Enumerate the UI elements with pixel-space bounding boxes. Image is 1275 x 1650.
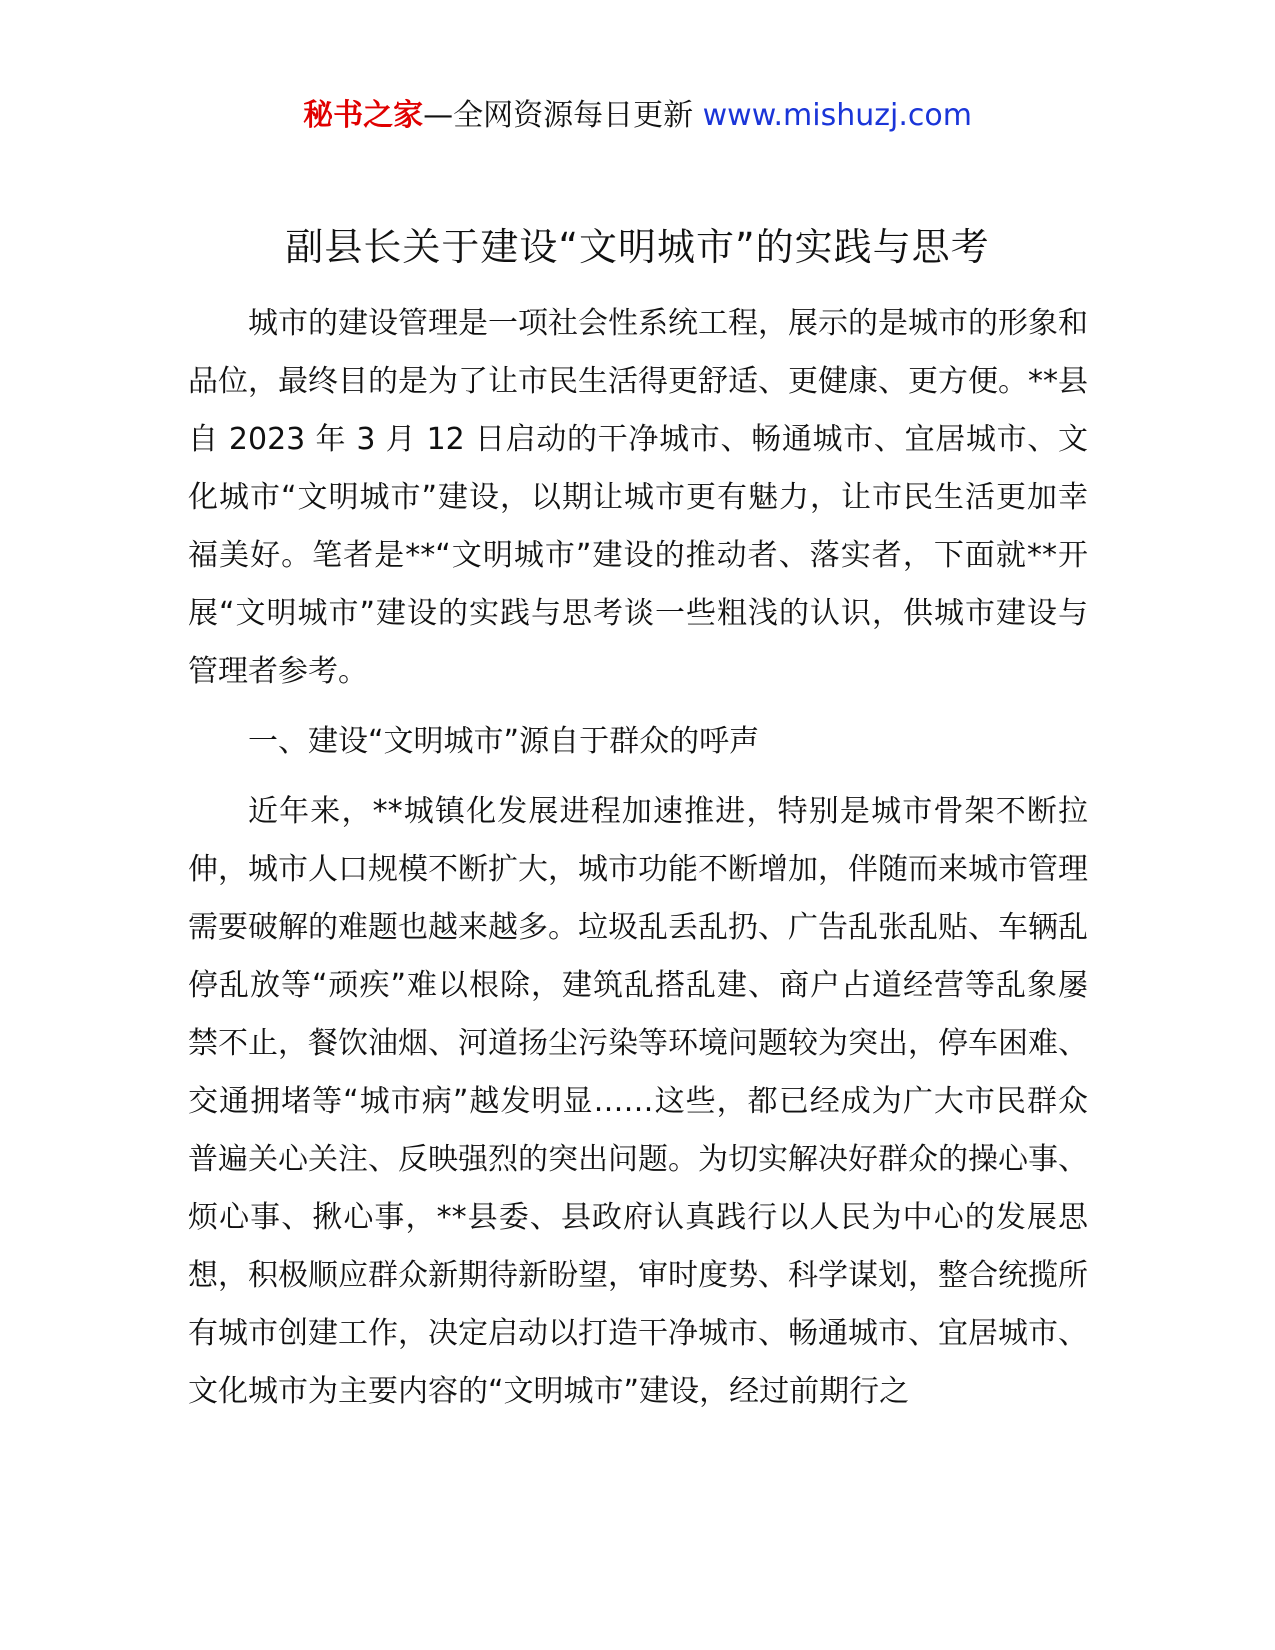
document-title: 副县长关于建设“文明城市”的实践与思考 [285,225,990,269]
paragraph-intro: 城市的建设管理是一项社会性系统工程，展示的是城市的形象和品位，最终目的是为了让市民生活得更舒适、更健康、更方便。**县自 2023 年 3 月 12 日启动的干净城市、畅通城市、宜居城市、文化城市“文明城市”建设，以期让城市更有魅力，让市民生活更加幸福美好。笔者是**“文明城市”建设的推动者、落实者，下面就**开展“文明城市”建设的实践与思考谈一些粗浅的认识，供城市建设与管理者参考。 [188,306,1088,689]
header-slogan: —全网资源每日更新 [423,98,694,133]
paragraph-section-1: 近年来，**城镇化发展进程加速推进，特别是城市骨架不断拉伸，城市人口规模不断扩大，城市功能不断增加，伴随而来城市管理需要破解的难题也越来越多。垃圾乱丢乱扔、广告乱张乱贴、车辆乱停乱放等“顽疾”难以根除，建筑乱搭乱建、商户占道经营等乱象屡禁不止，餐饮油烟、河道扬尘污染等环境问题较为突出，停车困难、交通拥堵等“城市病”越发明显……这些，都已经成为广大市民群众普遍关心关注、反映强烈的突出问题。为切实解决好群众的操心事、烦心事、揪心事，**县委、县政府认真践行以人民为中心的发展思想，积极顺应群众新期待新盼望，审时度势、科学谋划，整合统揽所有城市创建工作，决定启动以打造干净城市、畅通城市、宜居城市、文化城市为主要内容的“文明城市”建设，经过前期行之 [188,794,1088,1409]
section-heading-1: 一、建设“文明城市”源自于群众的呼声 [248,724,760,759]
site-header [0,96,1275,136]
document-body [188,295,1088,1421]
site-url-link[interactable]: www.mishuzj.com [702,98,972,133]
brand-name: 秘书之家 [303,98,424,133]
